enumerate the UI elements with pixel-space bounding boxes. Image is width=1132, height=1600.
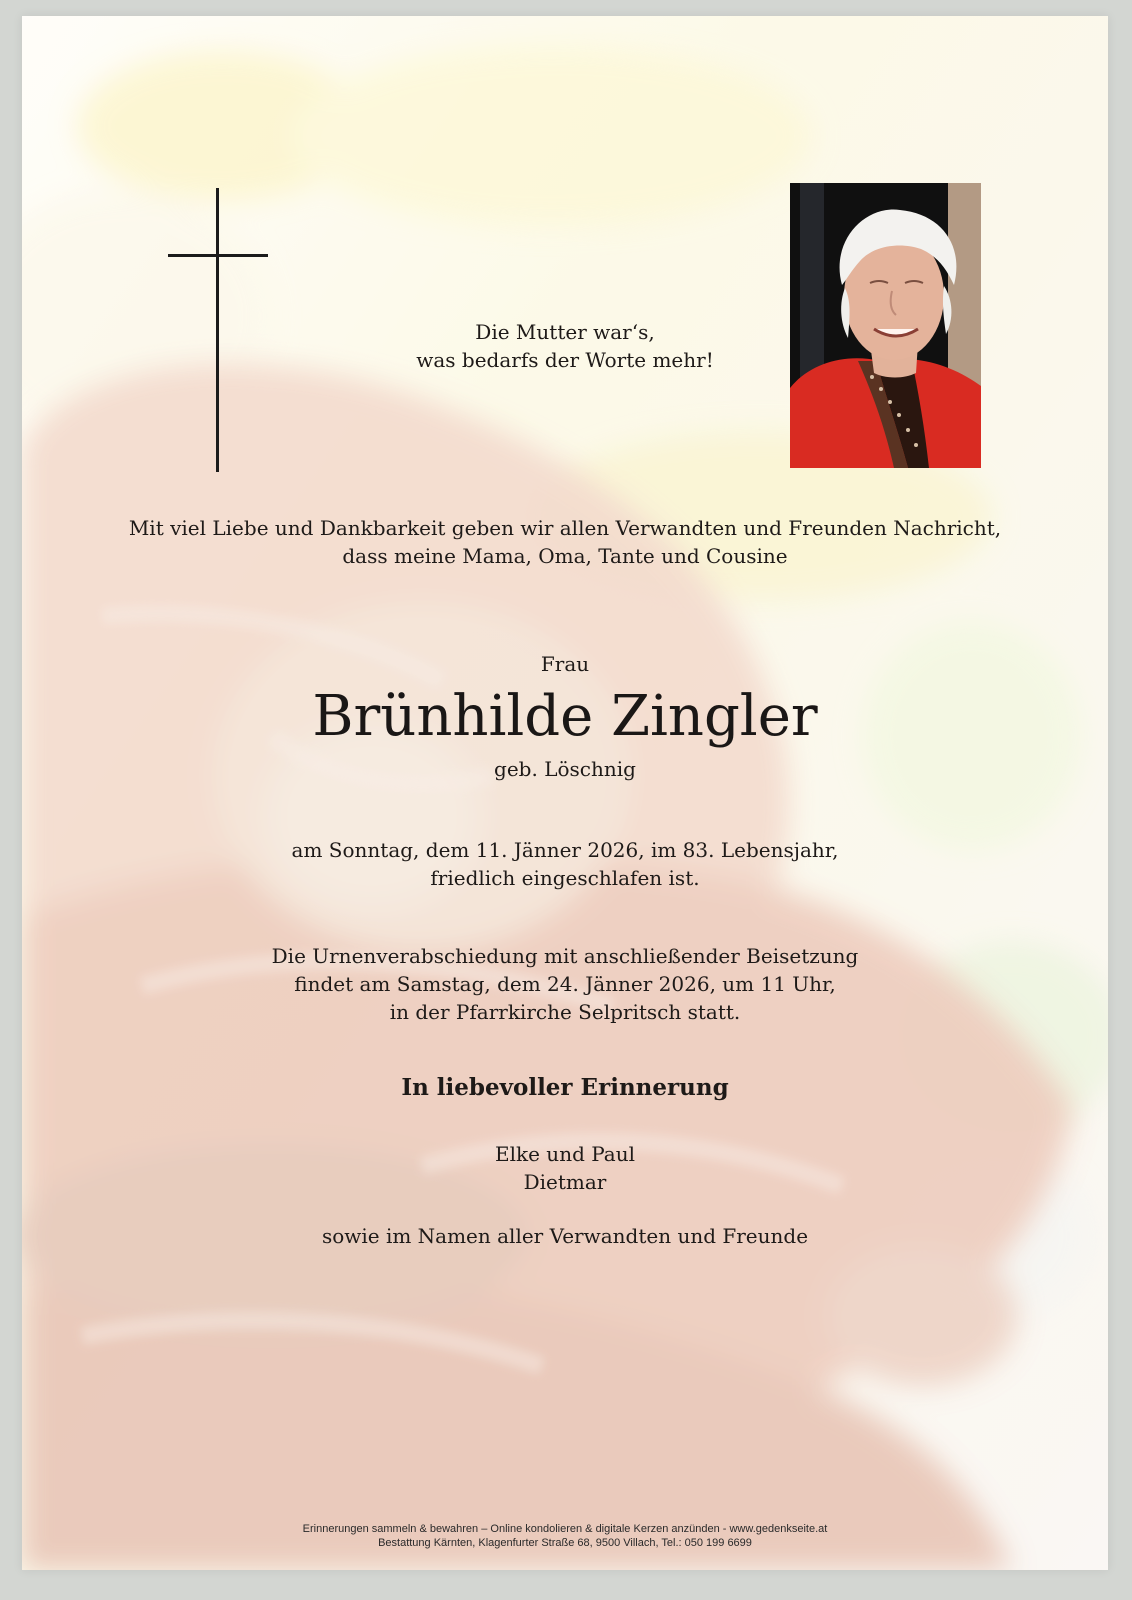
relatives-line: sowie im Namen aller Verwandten und Freunde xyxy=(321,1224,809,1248)
funeral-line-2: findet am Samstag, dem 24. Jänner 2026, um 11 Uhr, xyxy=(294,972,836,996)
death-notice-line-2: friedlich eingeschlafen ist. xyxy=(430,866,700,890)
footer-line-1: Erinnerungen sammeln & bewahren – Online kondolieren & digitale Kerzen anzünden - www.gedenkseite.at xyxy=(302,1523,828,1535)
memory-heading: In liebevoller Erinnerung xyxy=(401,1074,729,1101)
birth-name: geb. Löschnig xyxy=(494,757,636,781)
deceased-name: Brünhilde Zingler xyxy=(312,684,818,749)
mourner-1: Elke und Paul xyxy=(495,1142,635,1166)
announcement-line-1: Mit viel Liebe und Dankbarkeit geben wir allen Verwandten und Freunden Nachricht, xyxy=(128,516,1002,540)
footer xyxy=(22,1522,1108,1550)
quote-line-1: Die Mutter war‘s, xyxy=(475,320,655,344)
announcement xyxy=(22,514,1108,570)
footer-line-2: Bestattung Kärnten, Klagenfurter Straße 68, 9500 Villach, Tel.: 050 199 6699 xyxy=(378,1537,752,1549)
announcement-line-2: dass meine Mama, Oma, Tante und Cousine xyxy=(342,544,788,568)
mourners-list xyxy=(22,1140,1108,1196)
funeral-line-1: Die Urnenverabschiedung mit anschließender Beisetzung xyxy=(271,944,859,968)
title-frau: Frau xyxy=(540,652,590,676)
funeral-info xyxy=(22,942,1108,1026)
obituary-card xyxy=(22,16,1108,1570)
death-notice-line-1: am Sonntag, dem 11. Jänner 2026, im 83. Lebensjahr, xyxy=(291,838,839,862)
mourner-2: Dietmar xyxy=(523,1170,607,1194)
portrait-photo xyxy=(790,183,981,468)
funeral-line-3: in der Pfarrkirche Selpritsch statt. xyxy=(389,1000,741,1024)
quote-line-2: was bedarfs der Worte mehr! xyxy=(416,348,714,372)
death-notice xyxy=(22,836,1108,892)
